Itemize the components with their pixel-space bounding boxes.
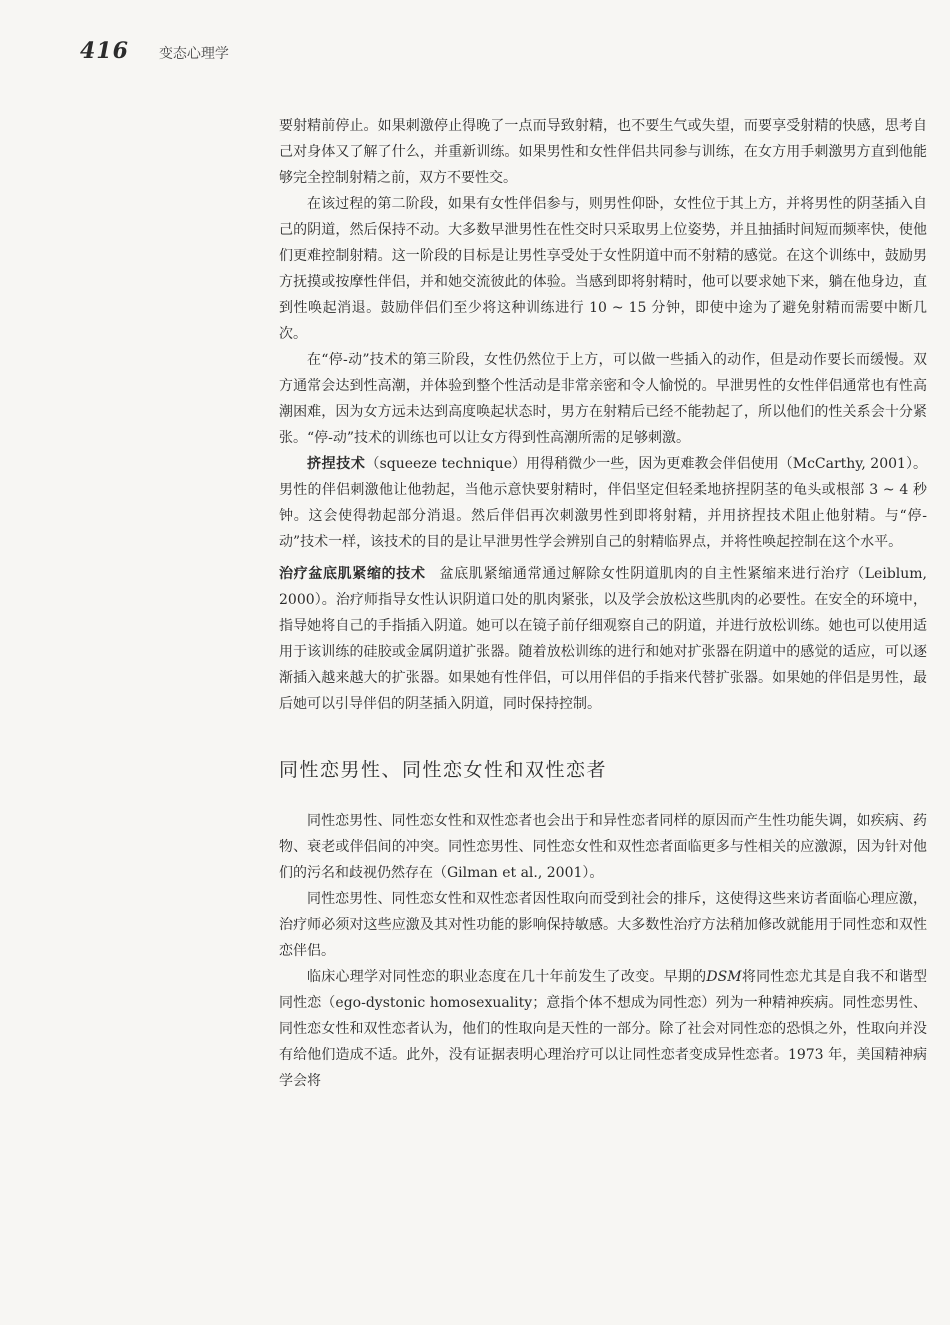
paragraph-8 bbox=[279, 964, 927, 1094]
sub-heading: 治疗盆底肌紧缩的技术 bbox=[279, 566, 426, 582]
paragraph-6: 同性恋男性、同性恋女性和双性恋者也会出于和异性恋者同样的原因而产生性功能失调，如疾病、药物、衰老或伴侣间的冲突。同性恋男性、同性恋女性和双性恋者面临更多与性相关的应激源，因为针对他们的污名和歧视仍然存在（Gilman et al., 2001）。 bbox=[279, 813, 927, 881]
paragraph-7: 同性恋男性、同性恋女性和双性恋者因性取向而受到社会的排斥，这使得这些来访者面临心理应激，治疗师必须对这些应激及其对性功能的影响保持敏感。大多数性治疗方法稍加修改就能用于同性恋和双性恋伴侣。 bbox=[279, 891, 927, 959]
paragraph-pelvic-floor bbox=[279, 561, 927, 717]
paragraph-text: 临床心理学对同性恋的职业态度在几十年前发生了改变。早期的 bbox=[307, 969, 707, 985]
paragraph-text: （squeeze technique）用得稍微少一些，因为更难教会伴侣使用（McCarthy, 2001）。男性的伴侣刺激他让他勃起，当他示意快要射精时，伴侣坚定但轻柔地挤捏阴茎的龟头或根部 3 ~ 4 秒钟。这会使得勃起部分消退。然后伴侣再次刺激男性到即将射精，并用挤捏技术阻止他射精。与“停-动”技术一样，该技术的目的是让早泄男性学会辨别自己的射精临界点，并将性唤起控制在这个水平。 bbox=[279, 456, 927, 550]
paragraph-1: 要射精前停止。如果刺激停止得晚了一点而导致射精，也不要生气或失望，而要享受射精的快感，思考自己对身体又了解了什么，并重新训练。如果男性和女性伴侣共同参与训练，在女方用手刺激男方直到他能够完全控制射精之前，双方不要性交。 bbox=[279, 118, 927, 186]
paragraph-squeeze-technique bbox=[279, 451, 927, 555]
key-term: 挤捏技术 bbox=[307, 456, 366, 472]
paragraph-3: 在“停-动”技术的第三阶段，女性仍然位于上方，可以做一些插入的动作，但是动作要长而缓慢。双方通常会达到性高潮，并体验到整个性活动是非常亲密和令人愉悦的。早泄男性的女性伴侣通常也有性高潮困难，因为女方远未达到高度唤起状态时，男方在射精后已经不能勃起了，所以他们的性关系会十分紧张。“停-动”技术的训练也可以让女方得到性高潮所需的足够刺激。 bbox=[279, 352, 927, 446]
paragraph-2: 在该过程的第二阶段，如果有女性伴侣参与，则男性仰卧，女性位于其上方，并将男性的阴茎插入自己的阴道，然后保持不动。大多数早泄男性在性交时只采取男上位姿势，并且抽插时间短而频率快，使他们更难控制射精。这一阶段的目标是让男性享受处于女性阴道中而不射精的感觉。在这个训练中，鼓励男方抚摸或按摩性伴侣，并和她交流彼此的体验。当感到即将射精时，他可以要求她下来，躺在他身边，直到性唤起消退。鼓励伴侣们至少将这种训练进行 10 ~ 15 分钟，即使中途为了避免射精而需要中断几次。 bbox=[279, 196, 927, 342]
section-title: 同性恋男性、同性恋女性和双性恋者 bbox=[279, 759, 608, 781]
book-title: 变态心理学 bbox=[158, 46, 229, 62]
paragraph-text: 盆底肌紧缩通常通过解除女性阴道肌肉的自主性紧缩来进行治疗（Leiblum, 2000）。治疗师指导女性认识阴道口处的肌肉紧张，以及学会放松这些肌肉的必要性。在安全的环境中，指导她将自己的手指插入阴道。她可以在镜子前仔细观察自己的阴道，并进行放松训练。她也可以使用适用于该训练的硅胶或金属阴道扩张器。随着放松训练的进行和她对扩张器在阴道中的感觉的适应，可以逐渐插入越来越大的扩张器。如果她有性伴侣，可以用伴侣的手指来代替扩张器。如果她的伴侣是男性，最后她可以引导伴侣的阴茎插入阴道，同时保持控制。 bbox=[279, 566, 927, 712]
page-number: 416 bbox=[80, 38, 129, 64]
page-header bbox=[80, 38, 229, 64]
dsm-abbreviation: DSM bbox=[706, 969, 742, 985]
paragraph-text: 将同性恋尤其是自我不和谐型同性恋（ego-dystonic homosexuality；意指个体不想成为同性恋）列为一种精神疾病。同性恋男性、同性恋女性和双性恋者认为，他们的性取向是天性的一部分。除了社会对同性恋的恐惧之外，性取向并没有给他们造成不适。此外，没有证据表明心理治疗可以让同性恋者变成异性恋者。1973 年，美国精神病学会将 bbox=[279, 969, 927, 1089]
page-body bbox=[279, 113, 927, 1094]
